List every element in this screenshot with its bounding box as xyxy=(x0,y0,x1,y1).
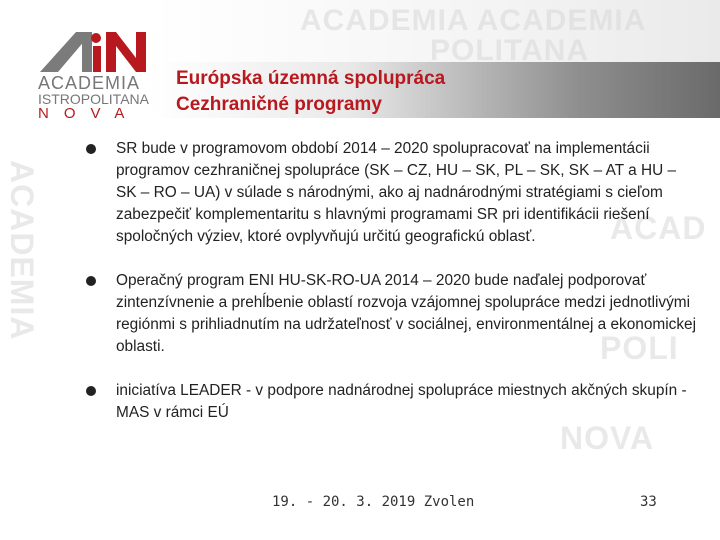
bullet-item xyxy=(86,270,696,358)
slide-number: 33 xyxy=(640,494,657,510)
watermark-text: POLITANA xyxy=(430,34,590,67)
watermark-text: ACAD xyxy=(610,210,707,246)
slide-title xyxy=(176,66,445,118)
bullet-list xyxy=(86,138,696,424)
bullet-dot-icon xyxy=(86,276,96,286)
watermark-text: NOVA xyxy=(560,420,655,456)
logo-text-istropolitana: ISTROPOLITANA xyxy=(38,91,149,107)
logo-text-nova: NOVA xyxy=(38,105,140,122)
watermark-text: ACADEMIA ACADEMIA xyxy=(300,4,647,37)
bullet-item xyxy=(86,380,696,424)
bullet-text: SR bude v programovom období 2014 – 2020 spolupracovať na implementácii programov cezhraničnej spolupráce (SK – CZ, HU – SK, PL – SK, SK – AT a HU – SK – RO – UA) v súlade s národnými, ako aj nadnárodnými stratégiami s cieľom zabezpečiť komplementaritu s hlavnými programami SR pri identifikácii riešení spoločných výziev, ktoré ovplyvňujú určitú geografickú oblasť. xyxy=(116,140,677,245)
logo-text-academia: ACADEMIA xyxy=(38,73,141,93)
bullet-text: iniciatíva LEADER - v podpore nadnárodnej spolupráce miestnych akčných skupín - MAS v rámci EÚ xyxy=(116,382,687,421)
watermark-text: POLI xyxy=(600,330,679,366)
watermark-text: ACADEMIA xyxy=(4,160,40,341)
bullet-dot-icon xyxy=(86,144,96,154)
footer-date: 19. - 20. 3. 2019 Zvolen xyxy=(272,494,475,510)
slide-title-line1: Európska územná spolupráca xyxy=(176,68,446,89)
bullet-dot-icon xyxy=(86,386,96,396)
bullet-item xyxy=(86,138,696,248)
bullet-text: Operačný program ENI HU-SK-RO-UA 2014 – 2020 bude naďalej podporovať zintenzívnenie a prehĺbenie oblastí rozvoja vzájomnej spolupráce medzi jednotlivými regiónmi s prihliadnutím na udržateľnosť v sociálnej, environmentálnej a ekonomickej oblasti. xyxy=(116,272,697,355)
slide-title-line2: Cezhraničné programy xyxy=(176,94,382,115)
